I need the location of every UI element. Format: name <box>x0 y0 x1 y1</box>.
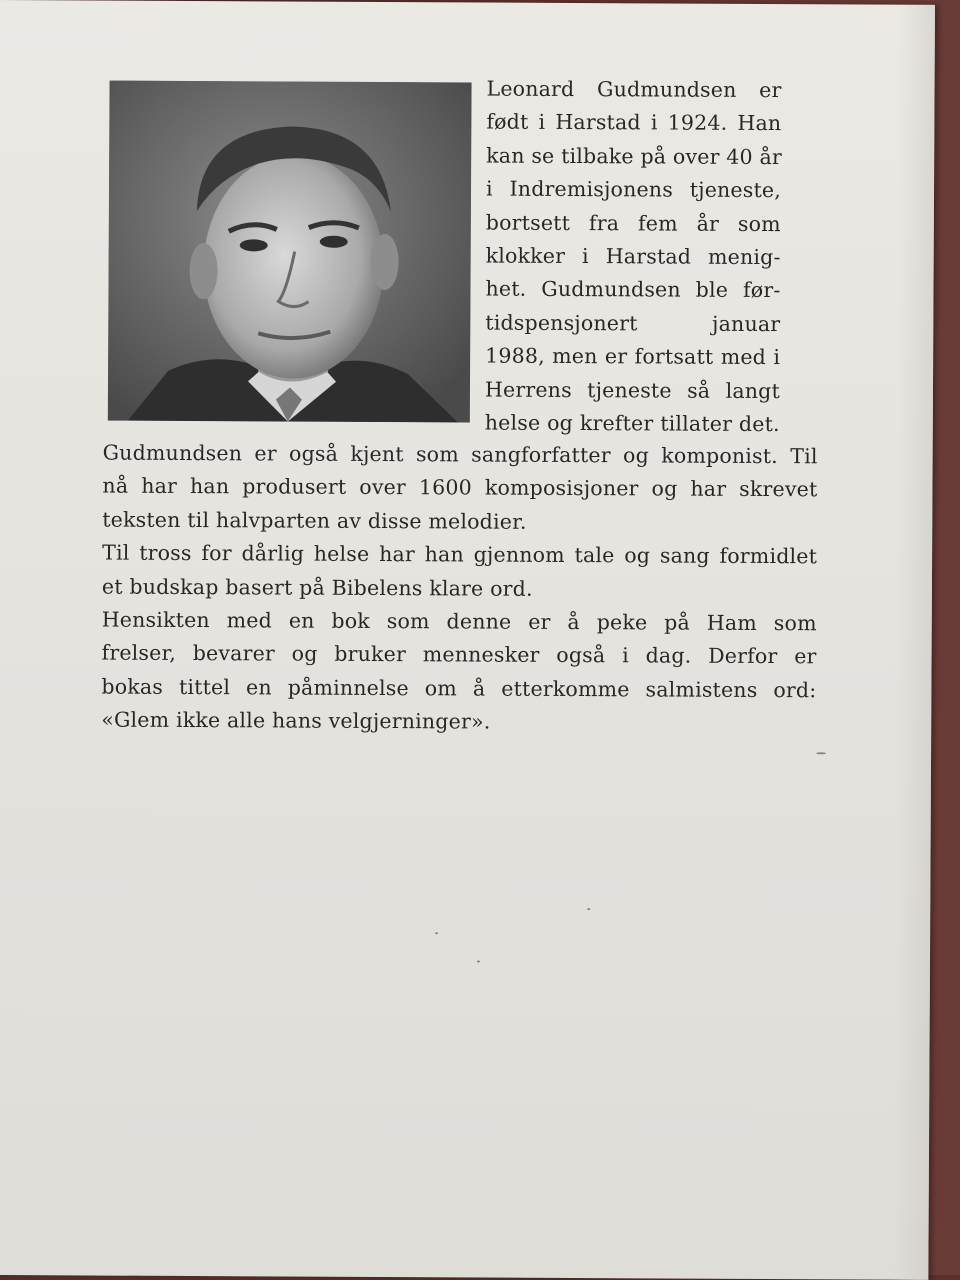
side-line: tidspensjonert januar <box>485 310 781 336</box>
main-line: Hensikten med en bok som denne er å peke på Ham som <box>101 607 817 636</box>
side-line: klokker i Harstad menig- <box>485 243 781 270</box>
main-line: Gudmundsen er også kjent som sangforfatter og komponist. Til <box>102 440 818 469</box>
side-line: Herrens tjeneste så langt <box>484 377 781 403</box>
side-line: født i Harstad i 1924. Han <box>486 109 782 136</box>
side-line: kan se tilbake på over 40 år <box>486 143 783 169</box>
page-edge-shadow <box>893 5 935 1280</box>
paper-speck <box>477 961 480 963</box>
author-bio-side-column <box>485 73 782 442</box>
side-line: het. Gudmundsen ble før- <box>485 276 781 303</box>
paper-speck <box>435 932 438 934</box>
main-line: Til tross for dårlig helse har han gjennom tale og sang formidlet <box>102 540 818 569</box>
side-line: 1988, men er fortsatt med i <box>485 343 781 370</box>
author-bio-main-text <box>101 437 818 741</box>
main-line: et budskap basert på Bibelens klare ord. <box>101 574 533 601</box>
main-line: teksten til halvparten av disse melodier. <box>102 507 527 534</box>
author-portrait-photo <box>108 81 472 423</box>
main-line: nå har han produsert over 1600 komposisjoner og har skrevet <box>102 473 818 502</box>
main-line: frelser, bevarer og bruker mennesker også i dag. Derfor er <box>101 640 817 669</box>
side-line: helse og krefter tillater det. <box>484 410 780 437</box>
side-line: bortsett fra fem år som <box>485 210 781 236</box>
side-line: Leonard Gudmundsen er <box>486 76 782 103</box>
paper-speck <box>587 908 590 910</box>
side-line: i Indremisjonens tjeneste, <box>485 176 782 203</box>
main-line: bokas tittel en påminnelse om å etterkomme salmistens ord: <box>101 674 817 703</box>
main-line: «Glem ikke alle hans velgjerninger». <box>101 707 491 734</box>
paper-speck <box>816 752 826 754</box>
portrait-photo-icon <box>108 81 472 423</box>
